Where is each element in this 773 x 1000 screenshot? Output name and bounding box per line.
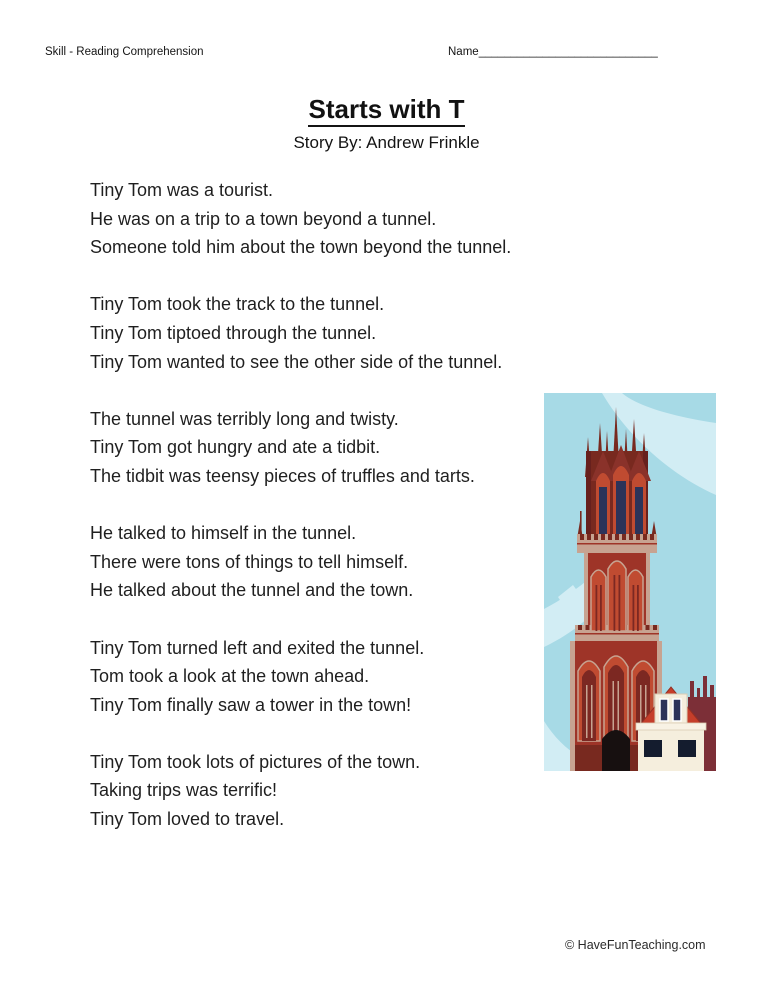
story-line: Tiny Tom took lots of pictures of the town. xyxy=(90,751,421,772)
skill-label: Skill - Reading Comprehension xyxy=(45,46,204,58)
name-field xyxy=(448,46,658,58)
story-line: He talked to himself in the tunnel. xyxy=(90,523,357,544)
story-line: Tiny Tom turned left and exited the tunnel. xyxy=(90,637,425,658)
story-byline: Story By: Andrew Frinkle xyxy=(293,132,480,152)
story-paragraph xyxy=(90,290,570,376)
story-paragraph xyxy=(90,176,570,262)
story-line: Tiny Tom finally saw a tower in the town! xyxy=(90,694,412,715)
tower-illustration xyxy=(544,393,716,771)
story-line: Tiny Tom got hungry and ate a tidbit. xyxy=(90,437,381,458)
page-title: Starts with T xyxy=(308,95,464,127)
title-block xyxy=(0,95,773,153)
copyright-text: © HaveFunTeaching.com xyxy=(565,938,706,952)
story-paragraph xyxy=(90,634,570,720)
story xyxy=(90,176,570,862)
story-paragraph xyxy=(90,405,570,491)
story-line: Tiny Tom took the track to the tunnel. xyxy=(90,294,385,315)
story-line: He talked about the tunnel and the town. xyxy=(90,580,414,601)
name-blank-line[interactable]: ____________________________ xyxy=(478,46,658,58)
story-paragraph xyxy=(90,748,570,834)
story-line: Tiny Tom wanted to see the other side of the tunnel. xyxy=(90,351,503,372)
story-line: Tiny Tom tiptoed through the tunnel. xyxy=(90,322,377,343)
story-line: The tunnel was terribly long and twisty. xyxy=(90,408,399,429)
house-cornice xyxy=(636,723,706,730)
story-line: There were tons of things to tell himself. xyxy=(90,551,409,572)
story-line: Someone told him about the town beyond the tunnel. xyxy=(90,237,512,258)
story-line: He was on a trip to a town beyond a tunnel. xyxy=(90,208,437,229)
story-line: The tidbit was teensy pieces of truffles and tarts. xyxy=(90,465,475,486)
story-line: Tiny Tom loved to travel. xyxy=(90,809,285,830)
name-label: Name xyxy=(448,46,479,58)
story-line: Taking trips was terrific! xyxy=(90,780,278,801)
story-paragraph xyxy=(90,519,570,605)
tower-doorway xyxy=(602,730,630,771)
story-line: Tiny Tom was a tourist. xyxy=(90,180,274,200)
story-line: Tom took a look at the town ahead. xyxy=(90,666,370,687)
